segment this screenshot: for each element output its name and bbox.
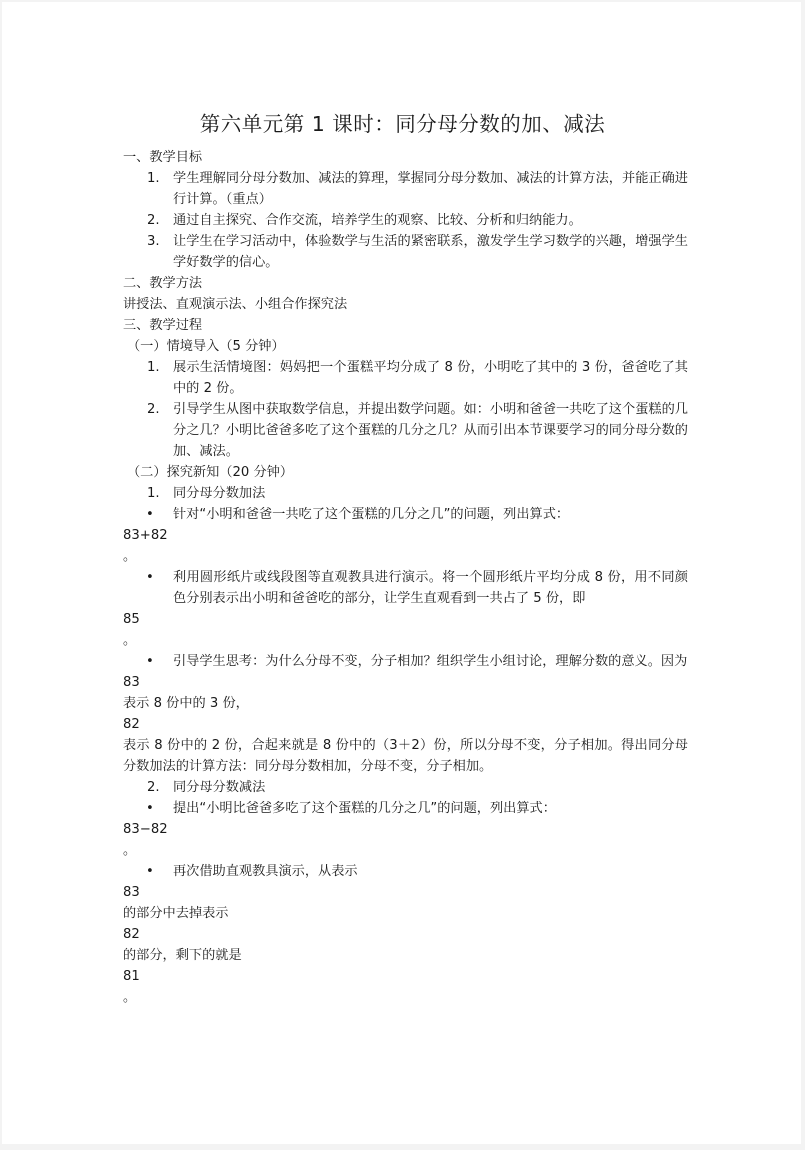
list-text: 同分母分数减法 [173,780,266,795]
bullet-icon: • [146,654,154,669]
formula: 83+82 [123,528,168,543]
bullet-text: 利用圆形纸片或线段图等直观教具进行演示。将一个圆形纸片平均分成 8 份，用不同颜色分别表示出小明和爸爸吃的部分，让学生直观看到一共占了 5 份，即 [173,570,688,606]
paragraph: 的部分中去掉表示 [123,906,229,921]
list-text: 引导学生从图中获取数学信息，并提出数学问题。如：小明和爸爸一共吃了这个蛋糕的几分之几？小明比爸爸多吃了这个蛋糕的几分之几？从而引出本节课要学习的同分母分数的加、减法。 [173,402,688,459]
list-text: 通过自主探究、合作交流，培养学生的观察、比较、分析和归纳能力。 [173,213,582,228]
formula: 83−82 [123,822,168,837]
punctuation: 。 [123,990,137,1005]
list-number: 2. [147,213,160,228]
bullet-item [123,651,688,672]
list-item [123,168,688,210]
list-number: 3. [147,234,160,249]
paragraph: 表示 8 份中的 2 份，合起来就是 8 份中的（3＋2）份，所以分母不变，分子相加。得出同分母分数加法的计算方法：同分母分数相加，分母不变，分子相加。 [123,738,688,774]
bullet-text: 引导学生思考：为什么分母不变，分子相加？组织学生小组讨论，理解分数的意义。因为 [173,654,688,669]
list-item [123,483,688,504]
subsection-heading: （一）情境导入（5 分钟） [127,339,285,354]
list-item [123,231,688,273]
list-number: 1. [147,360,160,375]
paragraph: 的部分，剩下的就是 [123,948,242,963]
bullet-text: 提出“小明比爸爸多吃了这个蛋糕的几分之几”的问题，列出算式： [173,801,556,816]
bullet-icon: • [146,864,154,879]
list-text: 让学生在学习活动中，体验数学与生活的紧密联系，激发学生学习数学的兴趣，增强学生学好数学的信心。 [173,234,688,270]
list-text: 同分母分数加法 [173,486,266,501]
bullet-text: 针对“小明和爸爸一共吃了这个蛋糕的几分之几”的问题，列出算式： [173,507,570,522]
bullet-icon: • [146,801,154,816]
section-heading: 二、教学方法 [123,276,203,291]
section-heading: 三、教学过程 [123,318,203,333]
punctuation: 。 [123,843,137,858]
list-item [123,357,688,399]
document-page [2,2,801,1144]
fraction: 82 [123,927,140,942]
bullet-icon: • [146,507,154,522]
formula: 85 [123,612,140,627]
bullet-item [123,798,688,819]
list-item [123,777,688,798]
paragraph: 讲授法、直观演示法、小组合作探究法 [123,297,348,312]
list-text: 学生理解同分母分数加、减法的算理，掌握同分母分数加、减法的计算方法，并能正确进行计算。（重点） [173,171,688,207]
punctuation: 。 [123,633,137,648]
fraction: 83 [123,885,140,900]
list-number: 1. [147,486,160,501]
bullet-icon: • [146,570,154,585]
punctuation: 。 [123,549,137,564]
fraction: 83 [123,675,140,690]
bullet-item [123,567,688,609]
subsection-heading: （二）探究新知（20 分钟） [127,465,294,480]
page-title: 第六单元第 1 课时：同分母分数的加、减法 [199,112,606,136]
list-number: 2. [147,402,160,417]
fraction: 81 [123,969,140,984]
list-text: 展示生活情境图：妈妈把一个蛋糕平均分成了 8 份，小明吃了其中的 3 份，爸爸吃了其中的 2 份。 [173,360,688,396]
section-heading: 一、教学目标 [123,150,203,165]
bullet-item [123,504,688,525]
paragraph: 表示 8 份中的 3 份， [123,696,249,711]
list-item [123,399,688,462]
bullet-text: 再次借助直观教具演示，从表示 [173,864,358,879]
list-item [123,210,688,231]
fraction: 82 [123,717,140,732]
list-number: 2. [147,780,160,795]
document-body [123,147,688,1008]
list-number: 1. [147,171,160,186]
bullet-item [123,861,688,882]
